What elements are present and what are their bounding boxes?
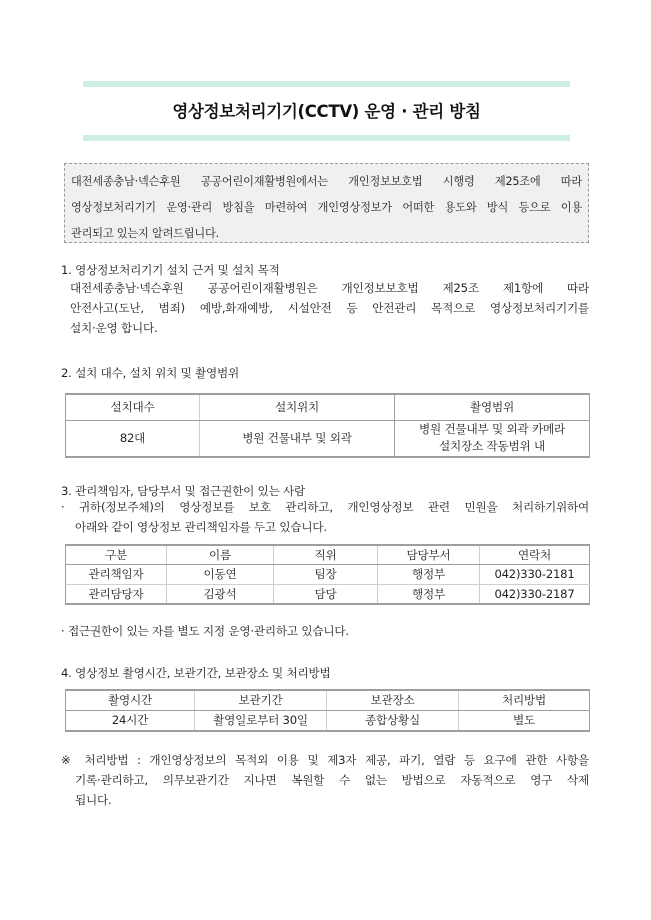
table-cell: 관리책임자 (66, 565, 167, 585)
section-2-heading: 2. 설치 대수, 설치 위치 및 촬영범위 (61, 366, 240, 380)
title-decor-bar-bottom (83, 135, 570, 141)
table-header-cell: 보관기간 (195, 690, 327, 711)
table-header-cell: 직위 (274, 545, 378, 565)
table-cell: 24시간 (66, 711, 195, 732)
table-header-cell: 연락처 (480, 545, 590, 565)
table-cell: 행정부 (378, 584, 480, 604)
manager-table (65, 544, 590, 605)
installation-table (65, 393, 590, 458)
range-line-2: 설치장소 작동범위 내 (439, 439, 545, 454)
intro-line: 영상정보처리기기 운영·관리 방침을 마련하여 개인영상정보가 어떠한 용도와 방식 등으로 이용 (71, 201, 582, 214)
table-header-row (66, 545, 590, 565)
table-header-cell: 구분 (66, 545, 167, 565)
table-header-cell: 담당부서 (378, 545, 480, 565)
table-cell: 행정부 (378, 565, 480, 585)
section-1-heading: 1. 영상정보처리기기 설치 근거 및 설치 목적 (61, 263, 280, 277)
table-cell: 김광석 (167, 584, 274, 604)
section-1-line: 설치·운영 합니다. (70, 321, 158, 335)
table-cell: 촬영일로부터 30일 (195, 711, 327, 732)
table-header-cell: 보관장소 (327, 690, 459, 711)
page-title: 영상정보처리기기(CCTV) 운영 · 관리 방침 (172, 102, 481, 121)
section-3-heading: 3. 관리책임자, 담당부서 및 접근권한이 있는 사람 (61, 484, 306, 498)
table-header-cell: 처리방법 (459, 690, 590, 711)
bullet-line: · 귀하(정보주체)의 영상정보를 보호 관리하고, 개인영상정보 관련 민원을 처리하기위하여 (61, 500, 589, 514)
table-cell: 팀장 (274, 565, 378, 585)
retention-table (65, 689, 590, 732)
table-header-cell: 설치대수 (66, 394, 200, 420)
section-1-line: 대전세종충남·넥슨후원 공공어린이재활병원은 개인정보보호법 제25조 제1항에 따라 (70, 281, 589, 295)
note-line: 됩니다. (75, 793, 112, 807)
processing-method-note (61, 750, 589, 810)
table-cell-count: 82대 (66, 420, 200, 457)
intro-box (64, 163, 589, 243)
table-header-cell: 촬영범위 (395, 394, 590, 420)
section-3-bullet-1 (61, 497, 589, 537)
table-cell: 종합상황실 (327, 711, 459, 732)
table-cell-phone: 042)330-2187 (480, 584, 590, 604)
table-header-row (66, 690, 590, 711)
table-row (66, 584, 590, 604)
note-line: ※ 처리방법 : 개인영상정보의 목적외 이용 및 제3자 제공, 파기, 열람 등 요구에 관한 사항을 (61, 753, 589, 767)
title-decor-bar-top (83, 81, 570, 87)
table-cell-phone: 042)330-2181 (480, 565, 590, 585)
table-header-cell: 이름 (167, 545, 274, 565)
section-1-body (70, 278, 589, 338)
table-cell-location: 병원 건물내부 및 외곽 (200, 420, 395, 457)
table-row (66, 711, 590, 732)
section-3-bullet-2 (61, 621, 589, 641)
table-header-cell: 설치위치 (200, 394, 395, 420)
table-header-row (66, 394, 590, 420)
table-cell: 담당 (274, 584, 378, 604)
table-row (66, 420, 590, 457)
table-header-cell: 촬영시간 (66, 690, 195, 711)
table-cell-range (395, 420, 590, 457)
intro-line: 대전세종충남·넥슨후원 공공어린이재활병원에서는 개인정보보호법 시행령 제25조에 따라 (71, 175, 582, 188)
table-row (66, 565, 590, 585)
note-line: 기록·관리하고, 의무보관기간 지나면 복원할 수 없는 방법으로 자동적으로 영구 삭제 (75, 773, 589, 787)
section-4-heading: 4. 영상정보 촬영시간, 보관기간, 보관장소 및 처리방법 (61, 666, 331, 680)
range-line-1: 병원 건물내부 및 외곽 카메라 (419, 422, 565, 437)
table-cell: 별도 (459, 711, 590, 732)
section-1-line: 안전사고(도난, 범죄) 예방,화재예방, 시설안전 등 안전관리 목적으로 영상정보처리기기를 (70, 301, 589, 315)
table-cell: 관리담당자 (66, 584, 167, 604)
table-cell: 이동연 (167, 565, 274, 585)
bullet-line: 아래와 같이 영상정보 관리책임자를 두고 있습니다. (75, 520, 327, 534)
bullet-line: · 접근권한이 있는 자를 별도 지정 운영·관리하고 있습니다. (61, 624, 349, 638)
intro-line: 관리되고 있는지 알려드립니다. (71, 227, 219, 240)
